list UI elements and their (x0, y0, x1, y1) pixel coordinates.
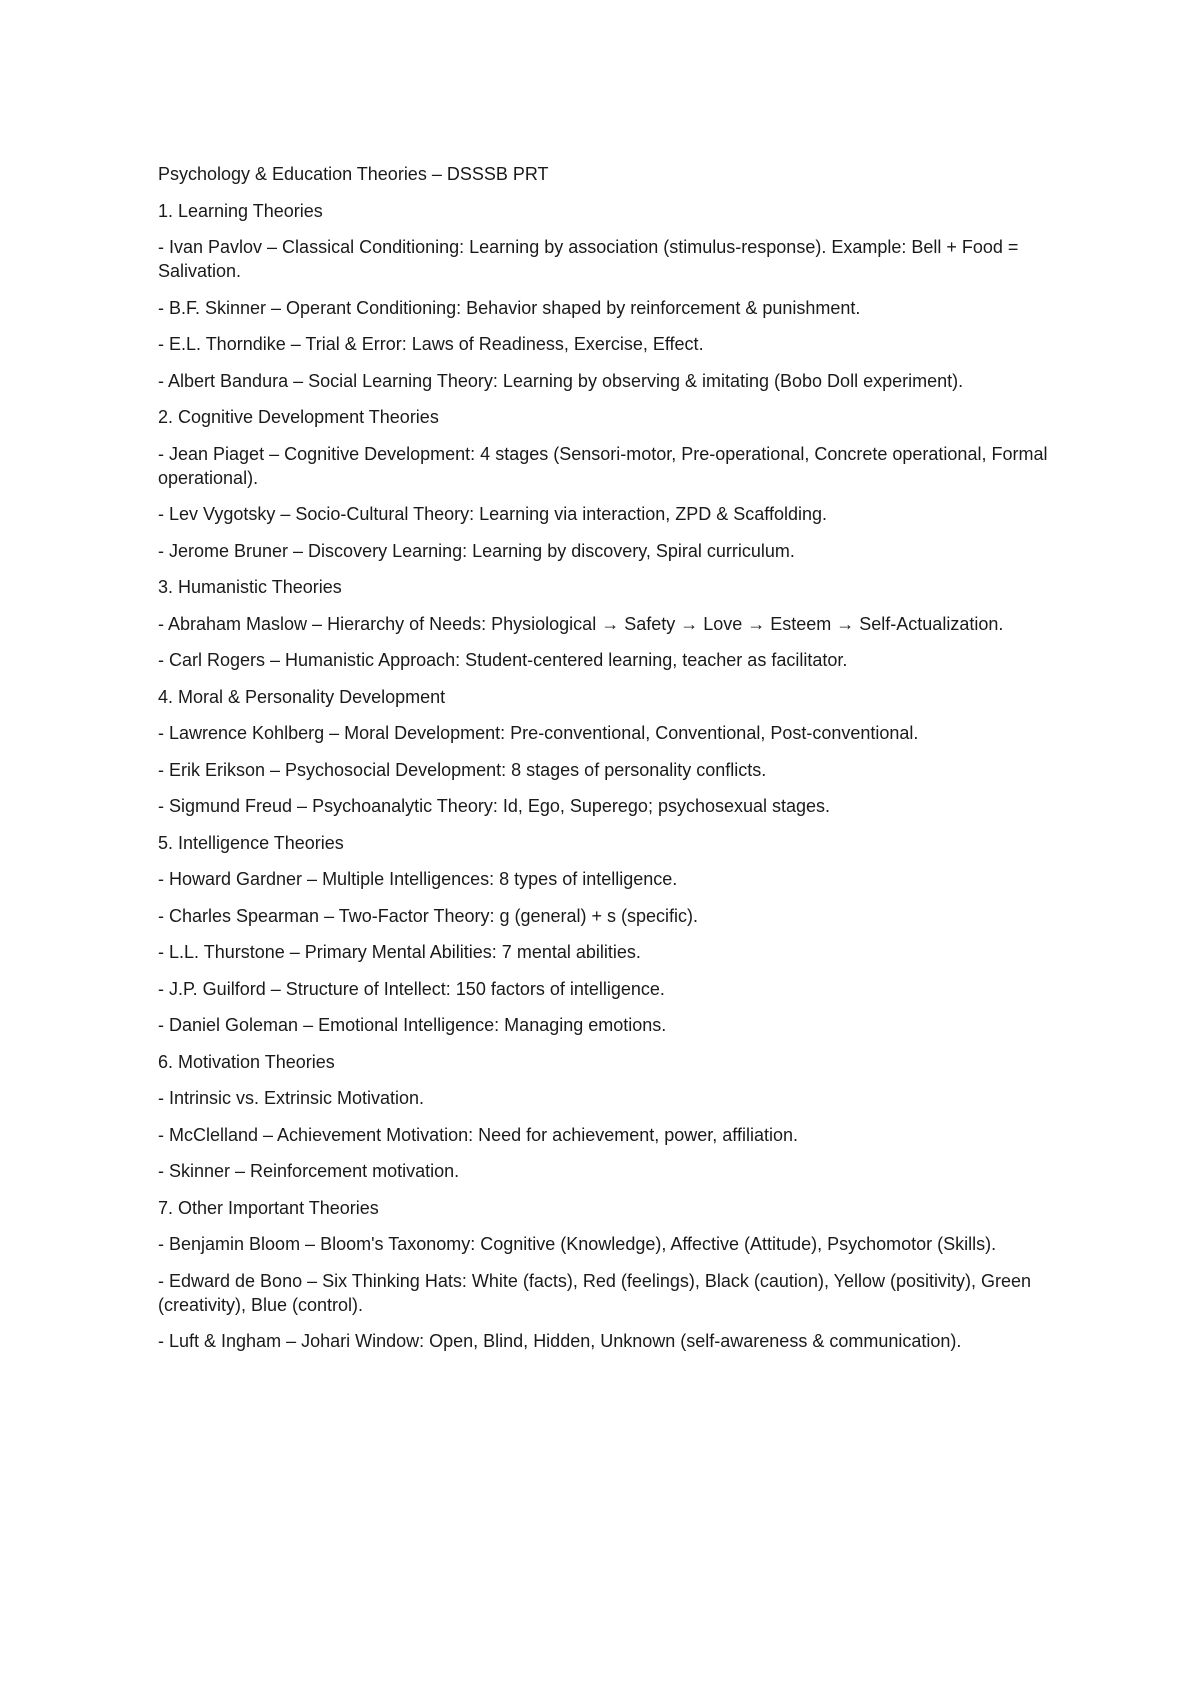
section-humanistic-theories (158, 575, 1058, 672)
theory-item: - Ivan Pavlov – Classical Conditioning: Learning by association (stimulus-response). Example: Bell + Food = Salivation. (158, 237, 1019, 281)
theory-item: - Lev Vygotsky – Socio-Cultural Theory: Learning via interaction, ZPD & Scaffolding. (158, 504, 827, 524)
theory-item: - Carl Rogers – Humanistic Approach: Student-centered learning, teacher as facilitator. (158, 650, 848, 670)
theory-item: - Intrinsic vs. Extrinsic Motivation. (158, 1088, 425, 1108)
section-heading: 7. Other Important Theories (158, 1197, 379, 1218)
theory-item: - McClelland – Achievement Motivation: Need for achievement, power, affiliation. (158, 1124, 798, 1145)
document-title: Psychology & Education Theories – DSSSB PRT (158, 164, 549, 184)
theory-item: - Edward de Bono – Six Thinking Hats: White (facts), Red (feelings), Black (caution), Yellow (positivity), Green (creativity), Blue (control). (158, 1270, 1032, 1315)
section-heading: 5. Intelligence Theories (158, 832, 344, 853)
theory-item: - Erik Erikson – Psychosocial Development: 8 stages of personality conflicts. (158, 759, 767, 780)
section-heading: 3. Humanistic Theories (158, 577, 342, 597)
theory-item: - Skinner – Reinforcement motivation. (158, 1161, 460, 1181)
document-page (158, 162, 1058, 1366)
theory-item: - Lawrence Kohlberg – Moral Development: Pre-conventional, Conventional, Post-conventional. (158, 723, 919, 743)
theory-item: - Daniel Goleman – Emotional Intelligence: Managing emotions. (158, 1015, 667, 1035)
theory-item: - Benjamin Bloom – Bloom's Taxonomy: Cognitive (Knowledge), Affective (Attitude), Psychomotor (Skills). (158, 1234, 997, 1254)
section-moral-personality (158, 685, 1058, 819)
section-cognitive-development (158, 405, 1058, 563)
section-heading: 6. Motivation Theories (158, 1051, 335, 1072)
section-heading: 1. Learning Theories (158, 200, 323, 221)
theory-item: - Jerome Bruner – Discovery Learning: Learning by discovery, Spiral curriculum. (158, 540, 795, 561)
theory-item: - L.L. Thurstone – Primary Mental Abilities: 7 mental abilities. (158, 942, 641, 962)
theory-item: - Charles Spearman – Two-Factor Theory: g (general) + s (specific). (158, 905, 699, 926)
section-motivation-theories (158, 1050, 1058, 1184)
section-heading: 4. Moral & Personality Development (158, 686, 446, 707)
theory-item: - B.F. Skinner – Operant Conditioning: Behavior shaped by reinforcement & punishment. (158, 297, 861, 318)
section-intelligence-theories (158, 831, 1058, 1038)
section-heading: 2. Cognitive Development Theories (158, 407, 439, 427)
theory-item: - J.P. Guilford – Structure of Intellect: 150 factors of intelligence. (158, 978, 665, 999)
theory-item: - Howard Gardner – Multiple Intelligences: 8 types of intelligence. (158, 869, 678, 889)
theory-item: - Abraham Maslow – Hierarchy of Needs: Physiological → Safety → Love → Esteem → Self-Actualization. (158, 613, 1004, 634)
theory-item: - Luft & Ingham – Johari Window: Open, Blind, Hidden, Unknown (self-awareness & communication). (158, 1331, 962, 1351)
theory-item: - Albert Bandura – Social Learning Theory: Learning by observing & imitating (Bobo Doll experiment). (158, 370, 964, 391)
theory-item: - E.L. Thorndike – Trial & Error: Laws of Readiness, Exercise, Effect. (158, 334, 704, 354)
theory-item: - Sigmund Freud – Psychoanalytic Theory: Id, Ego, Superego; psychosexual stages. (158, 796, 831, 816)
theory-item: - Jean Piaget – Cognitive Development: 4 stages (Sensori-motor, Pre-operational, Concrete operational, Formal operational). (158, 443, 1048, 488)
section-learning-theories (158, 199, 1058, 393)
section-other-theories (158, 1196, 1058, 1354)
